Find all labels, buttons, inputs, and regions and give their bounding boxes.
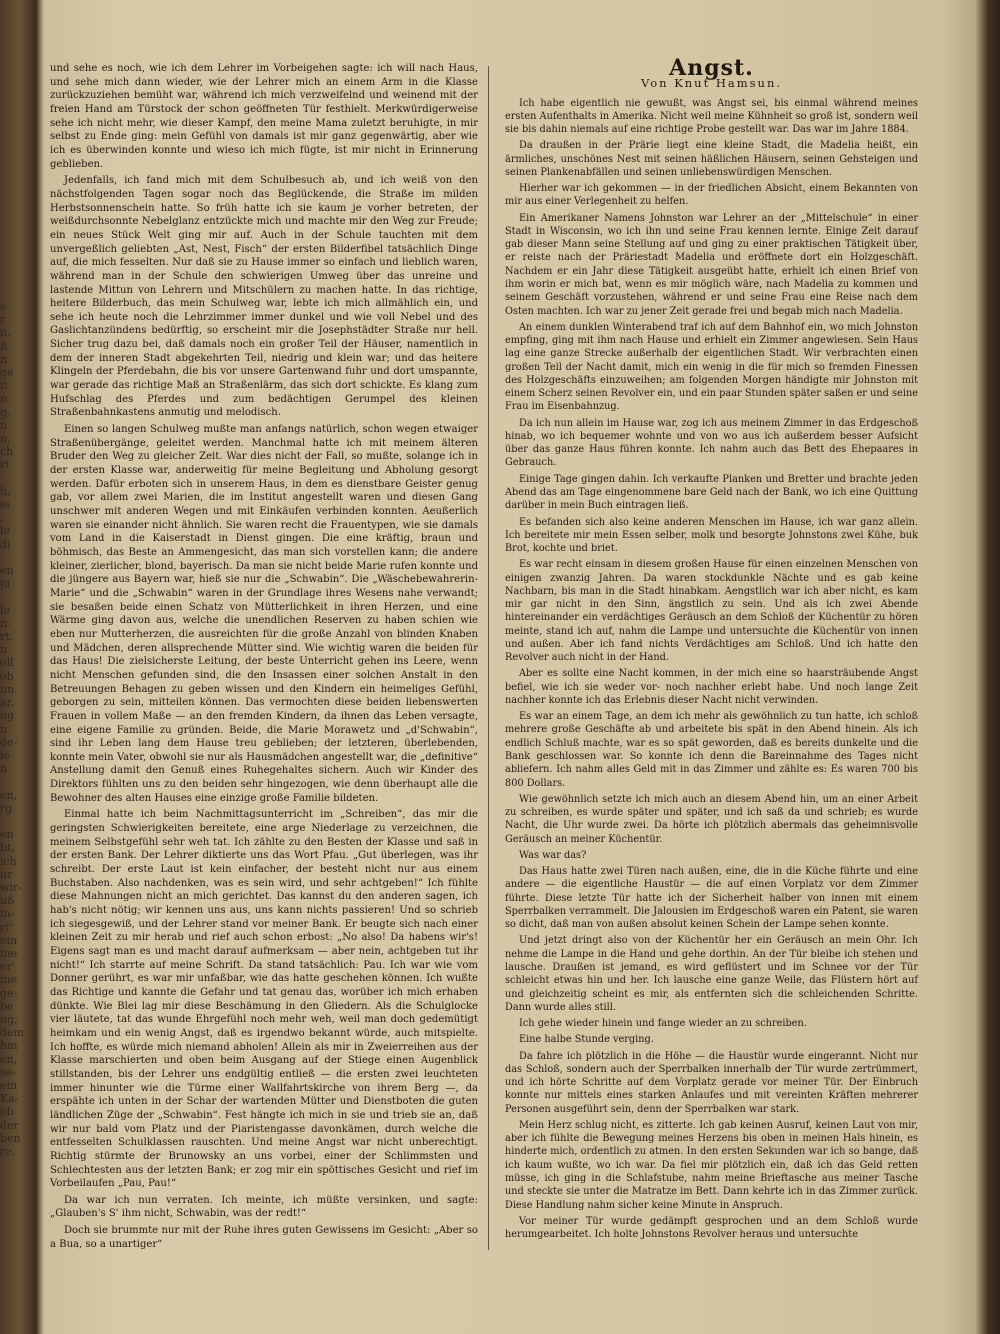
- article-paragraph: Da fahre ich plötzlich in die Höhe — die Haustür wurde eingerannt. Nicht nur das Schloß, sondern auch der Sperrbalken innerhalb der Tür wurde zertrümmert, und ich hörte Schritte auf dem Vorplatz gerade vor meiner Tür. Der Einbruch konnte nur mittels eines starken Anlaufes und mit vereinten Kräften mehrerer Personen ausgeführt sein, denn der Sperrbalken war stark.: [505, 1050, 918, 1115]
- left-paragraph: Jedenfalls, ich fand mich mit dem Schulbesuch ab, und ich weiß von den nächstfolgenden Tagen sogar noch das Beglückende, die Straße im milden Herbstsonnenschein hatte. So früh hatte ich sie kaum je vorher betreten, der weißdurchsonnte Nebelglanz entzückte mich und machte mir den Weg zur Freude; ein neues Stück Welt ging mir auf. Auch in der Schule tauchten mit dem unvergeßlich geliebten „Ast, Nest, Fisch“ der ersten Bilderfibel tatsächlich Dinge auf, die mich fesselten. Nur daß sie zu Hause immer so einfach und lieblich waren, während man in der Schule den schwierigen Umweg über das unreine und lastende Mittun von Lehrern und Mitschülern zu machen hatte. In das richtige, heitere Bilderbuch, das mein Schulweg war, lebte ich mich allmählich ein, und sehe ich heute noch die Lehrzimmer immer dunkel und wie voll Nebel und des Gaslichtanzündens bedürftig, so erscheint mir die Josephstädter Straße nur hell. Sicher trug dazu bei, daß damals noch ein großer Teil der Häuser, namentlich in dem der inneren Stadt abgekehrten Teil, niedrig und klein war; und das heitere Klingeln der Pferdebahn, die bis vor unsere Gartenwand fuhr und dort umspannte, war gerade das richtige Maß an Straßenlärm, das sich dort schickte. Es klang zum Hufschlag des Pferdes und zum bedächtigen Gerumpel des kleinen Straßenbahnkastens anmutig und melodisch.: [50, 175, 478, 419]
- article-paragraph: Hierher war ich gekommen — in der friedlichen Absicht, einem Bekannten von mir aus einer Verlegenheit zu helfen.: [505, 183, 918, 208]
- article-paragraph: Einige Tage gingen dahin. Ich verkaufte Planken und Bretter und brachte jeden Abend das am Tage eingenommene bare Geld nach der Bank, wo ich eine Quittung darüber in mein Buch eintragen ließ.: [505, 473, 918, 512]
- article-paragraph: Eine halbe Stunde verging.: [519, 1034, 654, 1046]
- article-paragraph: Wie gewöhnlich setzte ich mich auch an diesem Abend hin, um an einer Arbeit zu schreiben, es wurde später und später, und ich saß da und schrieb; es wurde Nacht, die Uhr wurde zwei. Da hörte ich plötzlich abermals das geheimnisvolle Geräusch an meiner Küchentür.: [505, 793, 918, 845]
- article-paragraph: Da draußen in der Prärie liegt eine kleine Stadt, die Madelia heißt, ein ärmliches, unschönes Nest mit seinen häßlichen Häusern, seinen Gehsteigen und seinen Plankenabfällen und seinen unliebenswürdigen Menschen.: [505, 140, 918, 178]
- column-divider: [488, 66, 489, 1250]
- article-paragraph: Es war an einem Tage, an dem ich mehr als gewöhnlich zu tun hatte, ich schloß mehrere große Geschäfte ab und arbeitete bis spät in den Abend hinein. Als ich endlich Schluß machte, war es so spät geworden, daß es bereits dunkelte und die Bank geschlossen war. So konnte ich denn die Bareinnahme des Tages nicht abliefern. Ich nahm alles Geld mit in das Zimmer und zählte es: Es waren 700 bis 800 Dollars.: [505, 711, 918, 789]
- article-title: Angst.: [669, 55, 754, 81]
- left-column: [50, 62, 478, 1254]
- left-paragraph: Einmal hatte ich beim Nachmittagsunterricht im „Schreiben“, das mir die geringsten Schwierigkeiten bereitete, eine arge Niederlage zu verzeichnen, die meinem Selbstgefühl sehr weh tat. Ich zählte zu den Besten der Klasse und saß in der ersten Bank. Der Lehrer diktierte uns das Wort Pfau. „Gut überlegen, was ihr schreibt. Der erste Laut ist kein einfacher, der besteht nicht nur aus einem Buchstaben. Also nachdenken, was es sein wird, und sehr achtgeben!“ Ich fühlte diese Mahnungen nicht an mich gerichtet. Das kannst du den anderen sagen, ich hab's nicht nötig; wir kennen uns aus, uns kann nichts passieren! Und so schrieb ich siegesgewiß, und der Lehrer stand vor meiner Bank. Er beugte sich nach einer kleinen Zeit zu mir herab und rief auch schon erbost: „No also! Da habens wir's! Eigens sagt man es und macht darauf aufmerksam — aber nein, achtgeben tut ihr nicht!“ Ich starrte auf meine Schrift. Da stand tatsächlich: Pau. Ich war wie vom Donner gerührt, es war mir unfaßbar, wie das hatte geschehen können. Ich wußte das Richtige und kannte die Gefahr und tat genau das, worüber ich mich erhaben dünkte. Wie Blei lag mir diese Beschämung in den Gliedern. Als die Schulglocke vier läutete, tat das wunde Ehrgefühl noch mehr weh, weil man doch gedemütigt heimkam und ein wenig Angst, daß es irgendwo bekannt würde, auch mitspielte. Ich hoffte, es würde mich niemand abholen! Allein als mir in Zweierreihen aus der Klasse marschierten und oben beim Ausgang auf der Stiege einen Augenblick stillstanden, bis der Lehrer uns endgültig entließ — die ersten zwei leuchteten immer hinunter wie die Türme einer Wallfahrtskirche von ihrem Berg —, da erspähte ich unten in der Schar der wartenden Mütter und Dienstboten die guten ländlichen Züge der „Schwabin“. Fest hängte ich mich in sie und trieb sie an, daß wir nur bald vom Platz und der Piaristengasse davonkämen, durch welche die entfesselten Schulklassen rauschten. Und meine Angst war nicht unberechtigt. Richtig stürmte der Brunowsky an uns vorbei, einer der Schlimmsten und Schlechtesten aus der letzten Bank; er zog mir ein spöttisches Gesicht und rief im Vorbeilaufen „Pau, Pau!“: [50, 809, 478, 1190]
- article-byline: Von Knut Hamsun.: [640, 76, 783, 91]
- article-paragraph: Mein Herz schlug nicht, es zitterte. Ich gab keinen Ausruf, keinen Laut von mir, aber ich fühlte die Bewegung meines Herzens bis oben in meinen Hals hinein, es hinderte mich, ordentlich zu atmen. In den ersten Sekunden war ich so bange, daß ich kaum wußte, wo ich war. Da fiel mir plötzlich ein, daß ich das Geld retten müsse, ich ging in die Schlafstube, nahm meine Brieftasche aus meiner Tasche und steckte sie unter die Matratze im Bett. Dann kehrte ich in das Zimmer zurück. Diese Handlung nahm sicher keine Minute in Anspruch.: [505, 1119, 918, 1211]
- article-paragraph: Ich gehe wieder hinein und fange wieder an zu schreiben.: [519, 1018, 807, 1030]
- article-paragraph: Es befanden sich also keine anderen Menschen im Hause, ich war ganz allein. Ich bereitete mir mein Essen selber, molk und besorgte Johnstons zwei Kühe, buk Brot, kochte und briet.: [505, 516, 918, 555]
- article-paragraph: Ich habe eigentlich nie gewußt, was Angst sei, bis einmal während meines ersten Aufenthalts in Amerika. Nicht weil meine Kühnheit so groß ist, sondern weil sie bis dahin niemals auf eine richtige Probe gestellt war. Das war im Jahre 1884.: [505, 97, 918, 136]
- left-paragraph: Einen so langen Schulweg mußte man anfangs natürlich, schon wegen etwaiger Straßenübergänge, geleitet werden. Manchmal hatte ich mit meinem älteren Bruder den Weg zu gleicher Zeit. War dies nicht der Fall, so mußte, solange ich in der ersten Klasse war, anderweitig für meine Begleitung und Abholung gesorgt werden. Dafür erboten sich in unserem Haus, in dem es dienstbare Geister genug gab, vor allem zwei Marien, die im Institut angestellt waren und diesen Gang unschwer mit anderen Wegen und mit Einkäufen verbinden konnten. Aeußerlich waren sie einander nicht ähnlich. Sie waren recht die Frauentypen, wie sie damals vom Land in die Kaiserstadt in Dienst gingen. Die eine kräftig, braun und böhmisch, das Beste an Ammengesicht, das man sich vorstellen kann; die andere kleiner, zierlicher, blond, bayerisch. Da man sie nicht beide Marie rufen konnte und die jüngere aus Bayern war, hieß sie nur die „Schwabin“. Die „Wäschebewahrerin-Marie“ und die „Schwabin“ waren in der Grundlage ihres Wesens nahe verwandt; sie besaßen beide einen Schatz von Mütterlichkeit in ihren Herzen, und eine Wärme ging davon aus, welche die unendlichen Reserven zu haben schien wie eben nur Mutterherzen, die ausreichten für die große Anzahl von blinden Knaben und Mädchen, deren allsprechende Mütter sind. Wie wichtig waren die beiden für das Haus! Die zielsicherste Leitung, der beste Unterricht gehen ins Leere, wenn nicht Menschen gefunden sind, die den Insassen einer solchen Anstalt in den Betreuungen Behagen zu geben wissen und den Kindern ein heimeliges Gefühl, geborgen zu sein, mitteilen können. Das vermochten diese beiden liebenswerten Frauen in vollem Maße — an den fremden Kindern, da ihnen das Leben versagte, eine eigene Familie zu gründen. Beide, die Marie Morawetz und „d'Schwabin“, sind ihr Leben lang dem Hause treu geblieben; der letzteren, überlebenden, konnte mein Vater, obwohl sie nur als Hausmädchen angestellt war, die „definitive“ Anstellung damit den Genuß eines Ruhegehaltes sichern. Auch wir Kinder des Direktors fühlten uns zu den beiden sehr hingezogen, wie denn überhaupt alle die Bewohner des alten Hauses eine einzige große Familie bildeten.: [50, 424, 478, 804]
- article-paragraph: Und jetzt dringt also von der Küchentür her ein Geräusch an mein Ohr. Ich nehme die Lampe in die Hand und gehe dorthin. An der Tür bleibe ich stehen und lausche. Draußen ist jemand, es wird geflüstert und im Schnee vor der Tür schleicht etwas hin und her. Ich lausche eine ganze Weile, das Flüstern hört auf und gleichzeitig scheint es mir, als entfernten sich die schleichenden Schritte. Dann wurde alles still.: [505, 935, 918, 1013]
- article-paragraph: Ein Amerikaner Namens Johnston war Lehrer an der „Mittelschule“ in einer Stadt in Wisconsin, wo ich ihn und seine Frau kennen lernte. Einige Zeit darauf gab dieser Mann seine Stellung auf und ging zu einer praktischen Tätigkeit über, er reiste nach der Präriestadt Madelia und eröffnete dort ein Holzgeschäft. Nachdem er ein Jahr diese Tätigkeit ausgeübt hatte, erhielt ich einen Brief von ihm worin er mich bat, wenn es mir möglich wäre, nach Madelia zu kommen und seinem Geschäft vorzustehen, während er und seine Frau eine Reise nach dem Osten machten. Ich war zu jener Zeit gerade frei und begab mich nach Madelia.: [505, 212, 918, 317]
- article-paragraph: An einem dunklen Winterabend traf ich auf dem Bahnhof ein, wo mich Johnston empfing, ging mit ihm nach Hause und erhielt ein Zimmer angewiesen. Sein Haus lag eine ganze Strecke außerhalb der eigentlichen Stadt. Wir verbrachten einen großen Teil der Nacht damit, mich ein wenig in die für mich so fremden Finessen des Holzgeschäfts einzuweihen; am folgenden Morgen händigte mir Johnston mit einem Scherz seinen Revolver ein, und ein paar Stunden später saßen er und seine Frau im Eisenbahnzug.: [505, 321, 918, 413]
- article-paragraph: Aber es sollte eine Nacht kommen, in der mich eine so haarsträubende Angst befiel, wie ich sie weder vor- noch nachher erlebt habe. Und noch lange Zeit nachher konnte ich das Erlebnis dieser Nacht nicht verwinden.: [505, 668, 918, 706]
- left-paragraph: Da war ich nun verraten. Ich meinte, ich müßte versinken, und sagte: „Glauben's S' ihm nicht, Schwabin, was der redt!“: [50, 1194, 478, 1220]
- right-column: [505, 55, 918, 1244]
- left-paragraph: Doch sie brummte nur mit der Ruhe ihres guten Gewissens im Gesicht: „Aber so a Bua, so a unartiger“: [50, 1225, 478, 1250]
- left-page-edge-fragments: e r n. ß n ge it n g, n n, ch rt h, ie , le di en ju le n- rt, n oll ob un ar, ng n de- ie- n en, rg en bt, ich ur wir- uß in- rt' ein ine er' ine ge- be ng, dem hm en, se- ein Ka- ob der ben re,: [0, 300, 24, 1158]
- article-paragraph: Das Haus hatte zwei Türen nach außen, eine, die in die Küche führte und eine andere — die eigentliche Haustür — die auf einen Vorplatz vor dem Zimmer führte. Diese letzte Tür hatte ich der Sicherheit halber von innen mit einem Sperrbalken verrammelt. Die Jalousien im Erdgeschoß waren ein Patent, sie waren so dicht, daß man von außen absolut keinen Schein der Lampe sehen konnte.: [505, 866, 918, 931]
- article-paragraph: Was war das?: [519, 849, 587, 861]
- article-body: [505, 97, 918, 1242]
- article-paragraph: Es war recht einsam in diesem großen Hause für einen einzelnen Menschen von einigen zwanzig Jahren. Da waren stockdunkle Nächte und es gab keine Nachbarn, bis man in die Stadt hinabkam. Aengstlich war ich aber nicht, es kam mir gar nicht in den Sinn, ängstlich zu sein. Und als ich zwei Abende hintereinander ein verdächtiges Geräusch an dem Schloß der Küchentür zu hören meinte, stand ich auf, nahm die Lampe und untersuchte die Küchentür von innen und außen. Aber ich fand nichts Verdächtiges am Schloß. Und ich hatte den Revolver auch nicht in der Hand.: [505, 559, 918, 664]
- left-paragraph: und sehe es noch, wie ich dem Lehrer im Vorbeigehen sagte: ich will nach Haus, und sehe mich dann wieder, wie der Lehrer mich an einem Arm in die Klasse zurückzuziehen bemüht war, während ich mich verzweifelnd und weinend mit der freien Hand am Türstock der schon geöffneten Tür festhielt. Merkwürdigerweise sehe ich nicht mehr, wie dieser Kampf, den meine Mama zuletzt beruhigte, in mir selbst zu Ende ging: mein Gefühl von damals ist mir ganz gegenwärtig, aber wie ich es überwinden konnte und wieso ich mich fügte, ist mir nicht in Erinnerung geblieben.: [50, 63, 478, 170]
- article-paragraph: Da ich nun allein im Hause war, zog ich aus meinem Zimmer in das Erdgeschoß hinab, wo ich bequemer wohnte und von wo aus ich außerdem besser Aufsicht über das ganze Haus führen konnte. Ich nahm auch das Bett des Ehepaares in Gebrauch.: [505, 417, 918, 469]
- article-paragraph: Vor meiner Tür wurde gedämpft gesprochen und an dem Schloß wurde herumgearbeitet. Ich holte Johnstons Revolver heraus und untersuchte: [505, 1215, 918, 1241]
